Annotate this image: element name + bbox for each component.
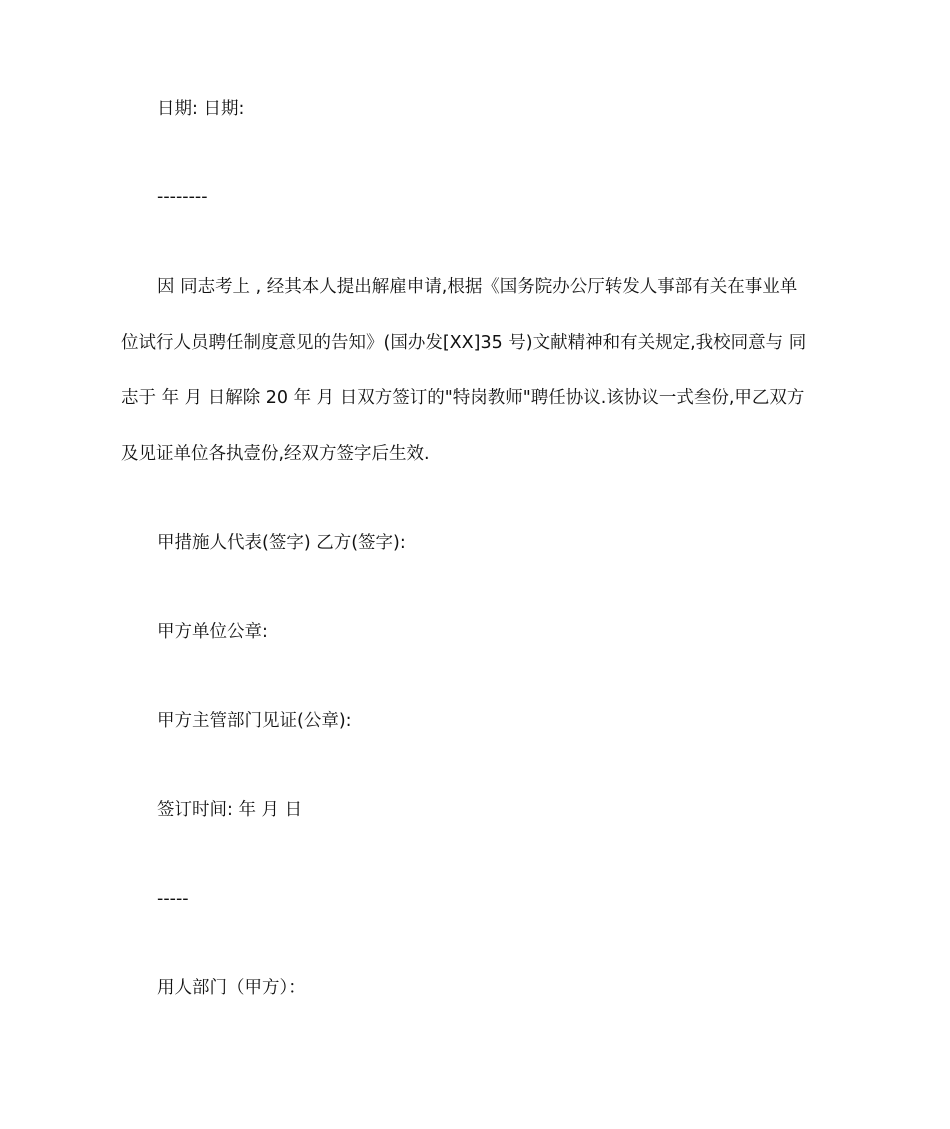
divider-line: -------- — [157, 187, 208, 207]
supervisor-witness-line: 甲方主管部门见证(公章): — [157, 711, 352, 731]
signing-time-line: 签订时间: 年 月 日 — [157, 800, 303, 820]
body-paragraph — [121, 275, 831, 475]
employer-label: 用人部门（甲方）： — [157, 978, 306, 998]
paragraph-line-3: 志于 年 月 日解除 20 年 月 日双方签订的"特岗教师"聘任协议.该协议一式叁份,甲乙双方 — [121, 388, 805, 408]
paragraph-line-2: 位试行人员聘任制度意见的告知》(国办发[XX]35 号)文献精神和有关规定,我校同意与 同 — [121, 333, 807, 353]
paragraph-line-1: 因 同志考上 , 经其本人提出解雇申请,根据《国务院办公厅转发人事部有关在事业单 — [157, 277, 798, 297]
party-signatures-line: 甲措施人代表(签字) 乙方(签字): — [157, 533, 406, 553]
party-a-seal-line: 甲方单位公章: — [157, 622, 268, 642]
divider-line-2: ----- — [157, 889, 189, 909]
date-line: 日期: 日期: — [157, 99, 245, 119]
paragraph-line-4: 及见证单位各执壹份,经双方签字后生效. — [121, 444, 430, 464]
